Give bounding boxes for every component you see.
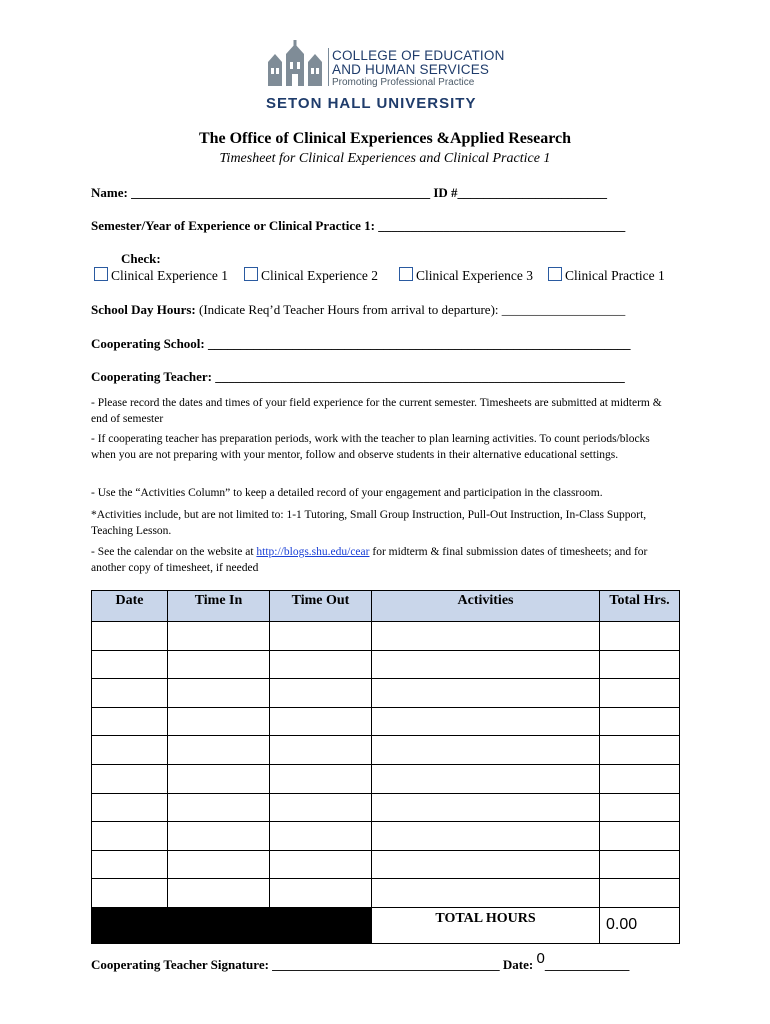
column-header-activities: Activities [372,591,600,622]
time-in-cell[interactable] [168,879,270,908]
activities-cell[interactable] [372,736,600,765]
name-id-row [91,185,607,201]
instruction-activities-column: - Use the “Activities Column” to keep a detailed record of your engagement and participation in the classroom. [91,487,603,499]
total-hrs-cell[interactable] [600,822,680,851]
timesheet-body [92,622,680,944]
table-row [92,736,680,765]
time-out-cell[interactable] [270,707,372,736]
checkbox-icon[interactable] [244,267,258,281]
logo-college-line1: COLLEGE OF EDUCATION [332,48,505,63]
calendar-link[interactable]: http://blogs.shu.edu/cear [256,546,370,558]
signature-field[interactable]: ___________________________________ [272,957,500,972]
checkbox-icon[interactable] [94,267,108,281]
column-header-time-in: Time In [168,591,270,622]
time-out-cell[interactable] [270,650,372,679]
table-row [92,707,680,736]
time-in-cell[interactable] [168,764,270,793]
school-label: Cooperating School: [91,336,205,351]
time-out-cell[interactable] [270,793,372,822]
table-header-row [92,591,680,622]
time-in-cell[interactable] [168,850,270,879]
logo-tagline: Promoting Professional Practice [332,77,475,88]
activities-cell[interactable] [372,679,600,708]
time-in-cell[interactable] [168,707,270,736]
column-header-total-hrs: Total Hrs. [600,591,680,622]
check-label: Check: [121,251,161,266]
checkbox-clinical-experience-2[interactable] [244,267,378,284]
time-out-cell[interactable] [270,822,372,851]
instruction-record-dates: - Please record the dates and times of your field experience for the current semester. Timesheets are submitted at midterm & end of semester [91,397,662,425]
time-out-cell[interactable] [270,622,372,651]
timesheet-table [91,590,680,944]
time-in-cell[interactable] [168,679,270,708]
date-cell[interactable] [92,793,168,822]
activities-cell[interactable] [372,707,600,736]
date-cell[interactable] [92,879,168,908]
total-hrs-cell[interactable] [600,650,680,679]
calendar-text-before: - See the calendar on the website at [91,546,257,558]
date-cell[interactable] [92,822,168,851]
checkbox-clinical-practice-1[interactable] [548,267,665,284]
date-value[interactable]: 0 [536,950,545,967]
activities-cell[interactable] [372,764,600,793]
activities-cell[interactable] [372,850,600,879]
time-in-cell[interactable] [168,736,270,765]
blacked-out-cell [92,907,168,943]
cooperating-teacher-row [91,369,625,385]
table-row [92,622,680,651]
signature-label: Cooperating Teacher Signature: [91,957,269,972]
instruction-activities-include: *Activities include, but are not limited to: 1-1 Tutoring, Small Group Instruction, Pull-Out Instruction, In-Class Support, Teaching Lesson. [91,509,647,537]
date-field[interactable]: _____________ [544,957,630,972]
logo-college-line2: AND HUMAN SERVICES [332,62,490,77]
activities-cell[interactable] [372,879,600,908]
total-hrs-cell[interactable] [600,764,680,793]
time-out-cell[interactable] [270,850,372,879]
instruction-calendar [91,545,671,576]
column-header-time-out: Time Out [270,591,372,622]
time-out-cell[interactable] [270,879,372,908]
building-logo-icon [266,40,324,88]
table-row [92,822,680,851]
semester-field[interactable]: ______________________________________ [378,218,626,233]
name-field[interactable]: ______________________________________________ [131,185,431,200]
date-cell[interactable] [92,622,168,651]
cooperating-school-row [91,336,631,352]
date-cell[interactable] [92,850,168,879]
table-row [92,764,680,793]
logo-university: SETON HALL UNIVERSITY [266,95,477,112]
total-hours-label: TOTAL HOURS [372,907,600,943]
checkbox-label: Clinical Experience 2 [261,268,378,283]
checkbox-label: Clinical Experience 1 [111,268,228,283]
time-out-cell[interactable] [270,736,372,765]
table-row [92,879,680,908]
total-hours-row [92,907,680,943]
hours-field[interactable]: ___________________ [501,302,626,317]
date-label: Date: [502,957,534,972]
time-in-cell[interactable] [168,822,270,851]
total-hrs-cell[interactable] [600,879,680,908]
teacher-label: Cooperating Teacher: [91,369,212,384]
activities-cell[interactable] [372,622,600,651]
blacked-out-cell [168,907,270,943]
page-subtitle: Timesheet for Clinical Experiences and Clinical Practice 1 [219,151,551,166]
checkbox-label: Clinical Practice 1 [565,268,665,283]
date-cell[interactable] [92,736,168,765]
time-out-cell[interactable] [270,679,372,708]
calendar-text-after: for midterm & final submission dates of timesheets; and for another copy of timesheet, if needed [91,546,648,574]
college-logo [266,40,505,115]
id-field[interactable]: _______________________ [457,185,608,200]
page-title: The Office of Clinical Experiences &Applied Research [198,130,572,147]
hours-label: School Day Hours: [91,302,196,317]
date-cell[interactable] [92,650,168,679]
name-label: Name: [91,185,128,200]
checkbox-icon[interactable] [548,267,562,281]
total-hrs-cell[interactable] [600,707,680,736]
checkbox-clinical-experience-1[interactable] [94,267,228,284]
date-cell[interactable] [92,764,168,793]
checkbox-clinical-experience-3[interactable] [399,267,533,284]
checkbox-label: Clinical Experience 3 [416,268,533,283]
total-hrs-cell[interactable] [600,793,680,822]
teacher-field[interactable]: _______________________________________________________________ [215,369,625,384]
time-in-cell[interactable] [168,650,270,679]
total-hours-value[interactable]: 0.00 [600,907,680,943]
time-out-cell[interactable] [270,764,372,793]
hours-instruction: (Indicate Req’d Teacher Hours from arrival to departure): [198,302,499,317]
time-in-cell[interactable] [168,793,270,822]
time-in-cell[interactable] [168,622,270,651]
total-hrs-cell[interactable] [600,679,680,708]
table-row [92,850,680,879]
blacked-out-cell [270,907,372,943]
semester-row [91,218,625,234]
signature-row [91,950,630,973]
school-field[interactable]: _________________________________________________________________ [208,336,631,351]
column-header-date: Date [92,591,168,622]
date-cell[interactable] [92,679,168,708]
table-row [92,793,680,822]
instruction-preparation-periods: - If cooperating teacher has preparation periods, work with the teacher to plan learning activities. To count periods/blocks when you are not preparing with your mentor, follow and observe students in their alternative educational settings. [91,433,650,461]
activities-cell[interactable] [372,650,600,679]
table-row [92,679,680,708]
school-day-hours-row [91,302,625,318]
checkbox-icon[interactable] [399,267,413,281]
id-label: ID # [433,185,458,200]
activities-cell[interactable] [372,793,600,822]
date-cell[interactable] [92,707,168,736]
activities-cell[interactable] [372,822,600,851]
logo-divider [328,48,329,86]
total-hrs-cell[interactable] [600,850,680,879]
total-hrs-cell[interactable] [600,622,680,651]
table-row [92,650,680,679]
semester-label: Semester/Year of Experience or Clinical Practice 1: [91,218,375,233]
total-hrs-cell[interactable] [600,736,680,765]
